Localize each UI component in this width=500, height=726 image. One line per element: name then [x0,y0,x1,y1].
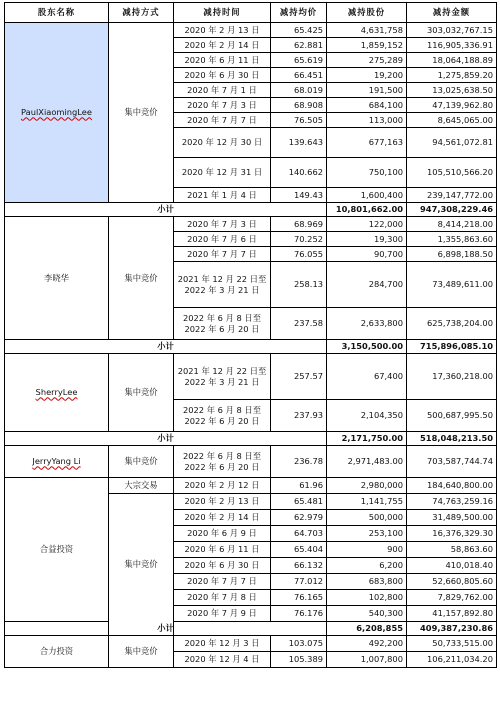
method-cell: 集中竞价 [109,636,174,668]
method-cell: 集中竞价 [109,23,174,203]
table-row [5,23,497,38]
date-cell: 2020 年 7 月 7 日 [174,113,271,128]
shares-cell: 900 [327,542,407,558]
shares-cell: 19,300 [327,232,407,247]
amount-cell: 6,898,188.50 [407,247,497,262]
header-method: 减持方式 [109,3,174,23]
subtotal-label: 小计 [5,432,327,446]
share-reduction-table [4,2,497,668]
method-cell: 大宗交易 [109,478,174,494]
shares-cell: 102,800 [327,590,407,606]
subtotal-label: 小计 [5,622,327,636]
price-cell: 65.404 [271,542,327,558]
date-cell: 2020 年 7 月 7 日 [174,247,271,262]
date-cell: 2020 年 7 月 6 日 [174,232,271,247]
price-cell: 258.13 [271,262,327,308]
date-cell: 2020 年 7 月 7 日 [174,574,271,590]
amount-cell: 703,587,744.74 [407,446,497,478]
price-cell: 149.43 [271,188,327,203]
amount-cell: 74,763,259.16 [407,494,497,510]
date-cell: 2020 年 6 月 9 日 [174,526,271,542]
date-cell: 2022 年 6 月 8 日至 2022 年 6 月 20 日 [174,446,271,478]
shares-cell: 6,200 [327,558,407,574]
price-cell: 257.57 [271,354,327,400]
date-cell: 2020 年 12 月 30 日 [174,128,271,158]
subtotal-row [5,622,497,636]
shares-cell: 2,980,000 [327,478,407,494]
shares-cell: 275,289 [327,53,407,68]
amount-cell: 47,139,962.80 [407,98,497,113]
subtotal-row [5,203,497,217]
holder-name-cell [5,478,109,622]
price-cell: 65.619 [271,53,327,68]
date-cell: 2021 年 12 月 22 日至 2022 年 3 月 21 日 [174,262,271,308]
shares-cell: 2,104,350 [327,400,407,432]
date-cell: 2021 年 1 月 4 日 [174,188,271,203]
amount-cell: 1,275,859.20 [407,68,497,83]
price-cell: 76.055 [271,247,327,262]
shares-cell: 500,000 [327,510,407,526]
shares-cell: 540,300 [327,606,407,622]
reduction-table-container [4,2,496,668]
price-cell: 236.78 [271,446,327,478]
shares-cell: 2,971,483.00 [327,446,407,478]
price-cell: 76.165 [271,590,327,606]
shares-cell: 677,163 [327,128,407,158]
amount-cell: 7,829,762.00 [407,590,497,606]
subtotal-amount: 715,896,085.10 [407,340,497,354]
date-cell: 2020 年 12 月 3 日 [174,636,271,652]
date-cell: 2020 年 7 月 1 日 [174,83,271,98]
subtotal-amount: 947,308,229.46 [407,203,497,217]
shares-cell: 750,100 [327,158,407,188]
subtotal-shares: 10,801,662.00 [327,203,407,217]
header-price: 减持均价 [271,3,327,23]
shares-cell: 2,633,800 [327,308,407,340]
price-cell: 70.252 [271,232,327,247]
table-row [5,217,497,232]
amount-cell: 18,064,188.89 [407,53,497,68]
date-cell: 2020 年 7 月 9 日 [174,606,271,622]
amount-cell: 116,905,336.91 [407,38,497,53]
shares-cell: 492,200 [327,636,407,652]
shares-cell: 122,000 [327,217,407,232]
shares-cell: 1,007,800 [327,652,407,668]
amount-cell: 1,355,863.60 [407,232,497,247]
shares-cell: 191,500 [327,83,407,98]
shares-cell: 90,700 [327,247,407,262]
header-amount: 减持金额 [407,3,497,23]
price-cell: 140.662 [271,158,327,188]
table-row [5,636,497,652]
table-row [5,354,497,400]
header-shares: 减持股份 [327,3,407,23]
price-cell: 139.643 [271,128,327,158]
amount-cell: 8,645,065.00 [407,113,497,128]
amount-cell: 625,738,204.00 [407,308,497,340]
amount-cell: 8,414,218.00 [407,217,497,232]
subtotal-label: 小计 [5,203,327,217]
shares-cell: 1,141,755 [327,494,407,510]
price-cell: 66.451 [271,68,327,83]
holder-name: SherryLee [35,387,78,398]
price-cell: 66.132 [271,558,327,574]
header-holder: 股东名称 [5,3,109,23]
date-cell: 2020 年 2 月 14 日 [174,510,271,526]
price-cell: 237.58 [271,308,327,340]
shares-cell: 67,400 [327,354,407,400]
subtotal-shares: 2,171,750.00 [327,432,407,446]
holder-name-cell [5,636,109,668]
date-cell: 2020 年 2 月 12 日 [174,478,271,494]
subtotal-shares: 6,208,855 [327,622,407,636]
shares-cell: 19,200 [327,68,407,83]
price-cell: 62.881 [271,38,327,53]
holder-name-cell [5,217,109,340]
date-cell: 2020 年 6 月 11 日 [174,542,271,558]
table-row [5,446,497,478]
shares-cell: 683,800 [327,574,407,590]
shares-cell: 253,100 [327,526,407,542]
price-cell: 65.481 [271,494,327,510]
amount-cell: 410,018.40 [407,558,497,574]
subtotal-amount: 409,387,230.86 [407,622,497,636]
subtotal-label: 小计 [5,340,327,354]
amount-cell: 106,211,034.20 [407,652,497,668]
price-cell: 76.176 [271,606,327,622]
date-cell: 2022 年 6 月 8 日至 2022 年 6 月 20 日 [174,400,271,432]
amount-cell: 239,147,772.00 [407,188,497,203]
header-row [5,3,497,23]
price-cell: 65.425 [271,23,327,38]
shares-cell: 113,000 [327,113,407,128]
method-cell: 集中竞价 [109,217,174,340]
date-cell: 2020 年 12 月 4 日 [174,652,271,668]
date-cell: 2020 年 6 月 30 日 [174,68,271,83]
table-body [5,23,497,668]
holder-name: 李晓华 [44,272,69,283]
subtotal-shares: 3,150,500.00 [327,340,407,354]
date-cell: 2020 年 6 月 11 日 [174,53,271,68]
amount-cell: 105,510,566.20 [407,158,497,188]
holder-name: JerryYang Li [32,456,81,467]
method-cell: 集中竞价 [109,446,174,478]
price-cell: 68.908 [271,98,327,113]
amount-cell: 31,489,500.00 [407,510,497,526]
date-cell: 2020 年 7 月 8 日 [174,590,271,606]
price-cell: 68.969 [271,217,327,232]
holder-name: PaulXiaomingLee [20,107,93,118]
method-cell: 集中竞价 [109,354,174,432]
date-cell: 2020 年 2 月 13 日 [174,23,271,38]
amount-cell: 303,032,767.15 [407,23,497,38]
date-cell: 2020 年 7 月 3 日 [174,217,271,232]
holder-name: 合益投资 [39,544,74,555]
price-cell: 103.075 [271,636,327,652]
price-cell: 77.012 [271,574,327,590]
table-row [5,478,497,494]
price-cell: 61.96 [271,478,327,494]
shares-cell: 684,100 [327,98,407,113]
shares-cell: 284,700 [327,262,407,308]
date-cell: 2022 年 6 月 8 日至 2022 年 6 月 20 日 [174,308,271,340]
price-cell: 76.505 [271,113,327,128]
shares-cell: 4,631,758 [327,23,407,38]
amount-cell: 50,733,515.00 [407,636,497,652]
subtotal-amount: 518,048,213.50 [407,432,497,446]
amount-cell: 58,863.60 [407,542,497,558]
holder-name-cell [5,23,109,203]
date-cell: 2020 年 2 月 14 日 [174,38,271,53]
amount-cell: 184,640,800.00 [407,478,497,494]
amount-cell: 41,157,892.80 [407,606,497,622]
date-cell: 2020 年 2 月 13 日 [174,494,271,510]
holder-name-cell [5,446,109,478]
date-cell: 2020 年 6 月 30 日 [174,558,271,574]
amount-cell: 13,025,638.50 [407,83,497,98]
price-cell: 62.979 [271,510,327,526]
amount-cell: 16,376,329.30 [407,526,497,542]
price-cell: 237.93 [271,400,327,432]
date-cell: 2020 年 12 月 31 日 [174,158,271,188]
subtotal-row [5,432,497,446]
shares-cell: 1,859,152 [327,38,407,53]
method-cell: 集中竞价 [109,494,174,636]
amount-cell: 73,489,611.00 [407,262,497,308]
subtotal-row [5,340,497,354]
date-cell: 2020 年 7 月 3 日 [174,98,271,113]
holder-name: 合力投资 [39,646,74,657]
amount-cell: 17,360,218.00 [407,354,497,400]
amount-cell: 94,561,072.81 [407,128,497,158]
price-cell: 64.703 [271,526,327,542]
price-cell: 68.019 [271,83,327,98]
date-cell: 2021 年 12 月 22 日至 2022 年 3 月 21 日 [174,354,271,400]
holder-name-cell [5,354,109,432]
header-date: 减持时间 [174,3,271,23]
amount-cell: 500,687,995.50 [407,400,497,432]
amount-cell: 52,660,805.60 [407,574,497,590]
shares-cell: 1,600,400 [327,188,407,203]
price-cell: 105.389 [271,652,327,668]
